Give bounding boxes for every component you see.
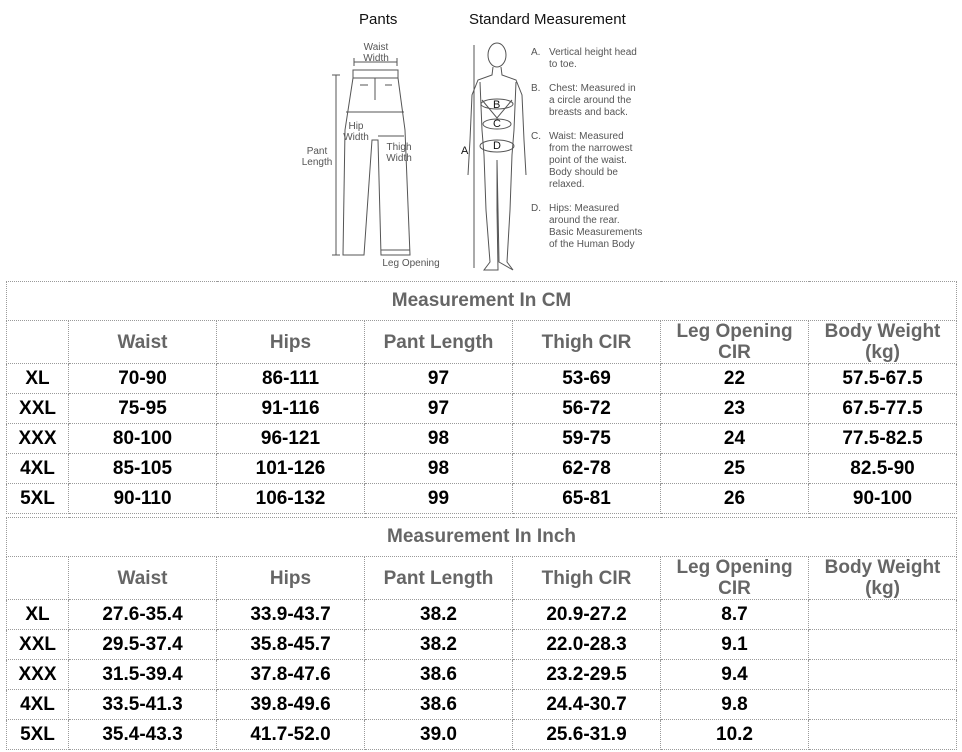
thigh-cir-cell: 25.6-31.9	[513, 720, 661, 750]
standard-measurement-heading: Standard Measurement	[469, 11, 626, 28]
body-weight-cell	[809, 690, 957, 720]
waist-cell: 31.5-39.4	[69, 660, 217, 690]
table-row	[7, 454, 957, 484]
pant-length-cell: 99	[365, 484, 513, 514]
thigh-cir-cell: 53-69	[513, 364, 661, 394]
header-pant-length: Pant Length	[365, 557, 513, 600]
pant-length-cell: 98	[365, 454, 513, 484]
thigh-cir-cell: 59-75	[513, 424, 661, 454]
inch-size-table	[6, 517, 957, 750]
leg-opening-cell: 10.2	[661, 720, 809, 750]
size-cell: XL	[7, 364, 69, 394]
cm-size-table	[6, 281, 957, 514]
hips-cell: 37.8-47.6	[217, 660, 365, 690]
body-weight-cell	[809, 660, 957, 690]
hips-cell: 33.9-43.7	[217, 600, 365, 630]
table-row	[7, 660, 957, 690]
size-cell: 5XL	[7, 720, 69, 750]
pant-length-cell: 38.2	[365, 600, 513, 630]
size-cell: 4XL	[7, 454, 69, 484]
table-row	[7, 484, 957, 514]
size-cell: 4XL	[7, 690, 69, 720]
table-row	[7, 630, 957, 660]
inch-table-header	[7, 557, 957, 600]
note-d: D. Hips: Measured around the rear. Basic Measurements of the Human Body	[531, 203, 643, 250]
thigh-cir-cell: 23.2-29.5	[513, 660, 661, 690]
header-size	[7, 557, 69, 600]
pant-length-cell: 38.6	[365, 660, 513, 690]
inch-table-title: Measurement In Inch	[7, 518, 957, 557]
size-cell: XXX	[7, 424, 69, 454]
leg-opening-cell: 9.4	[661, 660, 809, 690]
diagram-drawing	[0, 0, 962, 276]
waist-cell: 29.5-37.4	[69, 630, 217, 660]
waist-cell: 90-110	[69, 484, 217, 514]
table-row	[7, 720, 957, 750]
header-waist: Waist	[69, 321, 217, 364]
size-cell: XXL	[7, 630, 69, 660]
pant-length-label: Pant Length	[301, 146, 333, 168]
cm-table-header	[7, 321, 957, 364]
leg-opening-cell: 22	[661, 364, 809, 394]
table-row	[7, 600, 957, 630]
header-hips: Hips	[217, 557, 365, 600]
body-weight-cell	[809, 600, 957, 630]
body-weight-cell	[809, 630, 957, 660]
pant-length-cell: 39.0	[365, 720, 513, 750]
pants-heading: Pants	[359, 11, 398, 28]
thigh-width-label: Thigh Width	[386, 142, 412, 164]
header-size	[7, 321, 69, 364]
body-weight-cell: 67.5-77.5	[809, 394, 957, 424]
table-row	[7, 364, 957, 394]
body-weight-cell: 57.5-67.5	[809, 364, 957, 394]
waist-width-label: Waist Width	[363, 42, 389, 64]
header-thigh-cir: Thigh CIR	[513, 321, 661, 364]
leg-opening-cell: 9.8	[661, 690, 809, 720]
header-body-weight: Body Weight (kg)	[809, 321, 957, 364]
waist-cell: 33.5-41.3	[69, 690, 217, 720]
thigh-cir-cell: 24.4-30.7	[513, 690, 661, 720]
body-weight-cell	[809, 720, 957, 750]
hips-cell: 106-132	[217, 484, 365, 514]
letter-c: C	[493, 118, 501, 130]
letter-d: D	[493, 140, 501, 152]
waist-cell: 27.6-35.4	[69, 600, 217, 630]
header-hips: Hips	[217, 321, 365, 364]
waist-cell: 35.4-43.3	[69, 720, 217, 750]
note-c: C. Waist: Measured from the narrowest point of the waist. Body should be relaxed.	[531, 131, 633, 190]
size-cell: 5XL	[7, 484, 69, 514]
leg-opening-cell: 8.7	[661, 600, 809, 630]
thigh-cir-cell: 56-72	[513, 394, 661, 424]
pant-length-cell: 97	[365, 394, 513, 424]
waist-cell: 75-95	[69, 394, 217, 424]
header-body-weight: Body Weight (kg)	[809, 557, 957, 600]
note-b: B. Chest: Measured in a circle around the breasts and back.	[531, 83, 636, 118]
header-pant-length: Pant Length	[365, 321, 513, 364]
hips-cell: 91-116	[217, 394, 365, 424]
size-cell: XXX	[7, 660, 69, 690]
waist-cell: 85-105	[69, 454, 217, 484]
letter-b: B	[493, 99, 501, 111]
hips-cell: 35.8-45.7	[217, 630, 365, 660]
waist-cell: 80-100	[69, 424, 217, 454]
measurement-illustration	[0, 0, 962, 276]
letter-a: A	[461, 145, 469, 157]
thigh-cir-cell: 20.9-27.2	[513, 600, 661, 630]
note-a: A. Vertical height head to toe.	[531, 47, 637, 70]
thigh-cir-cell: 65-81	[513, 484, 661, 514]
hips-cell: 96-121	[217, 424, 365, 454]
pant-length-cell: 98	[365, 424, 513, 454]
header-waist: Waist	[69, 557, 217, 600]
pant-length-cell: 38.6	[365, 690, 513, 720]
body-weight-cell: 82.5-90	[809, 454, 957, 484]
waist-cell: 70-90	[69, 364, 217, 394]
leg-opening-cell: 23	[661, 394, 809, 424]
size-cell: XXL	[7, 394, 69, 424]
hips-cell: 101-126	[217, 454, 365, 484]
header-leg-opening-cir: Leg Opening CIR	[661, 321, 809, 364]
header-thigh-cir: Thigh CIR	[513, 557, 661, 600]
thigh-cir-cell: 62-78	[513, 454, 661, 484]
table-row	[7, 690, 957, 720]
table-row	[7, 394, 957, 424]
thigh-cir-cell: 22.0-28.3	[513, 630, 661, 660]
size-cell: XL	[7, 600, 69, 630]
hips-cell: 86-111	[217, 364, 365, 394]
pant-length-cell: 38.2	[365, 630, 513, 660]
hips-cell: 41.7-52.0	[217, 720, 365, 750]
leg-opening-cell: 26	[661, 484, 809, 514]
leg-opening-cell: 25	[661, 454, 809, 484]
leg-opening-label: Leg Opening	[382, 258, 440, 269]
leg-opening-cell: 9.1	[661, 630, 809, 660]
hips-cell: 39.8-49.6	[217, 690, 365, 720]
body-weight-cell: 90-100	[809, 484, 957, 514]
pant-length-cell: 97	[365, 364, 513, 394]
header-leg-opening-cir: Leg Opening CIR	[661, 557, 809, 600]
table-row	[7, 424, 957, 454]
body-weight-cell: 77.5-82.5	[809, 424, 957, 454]
hip-width-label: Hip Width	[343, 121, 369, 143]
leg-opening-cell: 24	[661, 424, 809, 454]
cm-table-title: Measurement In CM	[7, 282, 957, 321]
